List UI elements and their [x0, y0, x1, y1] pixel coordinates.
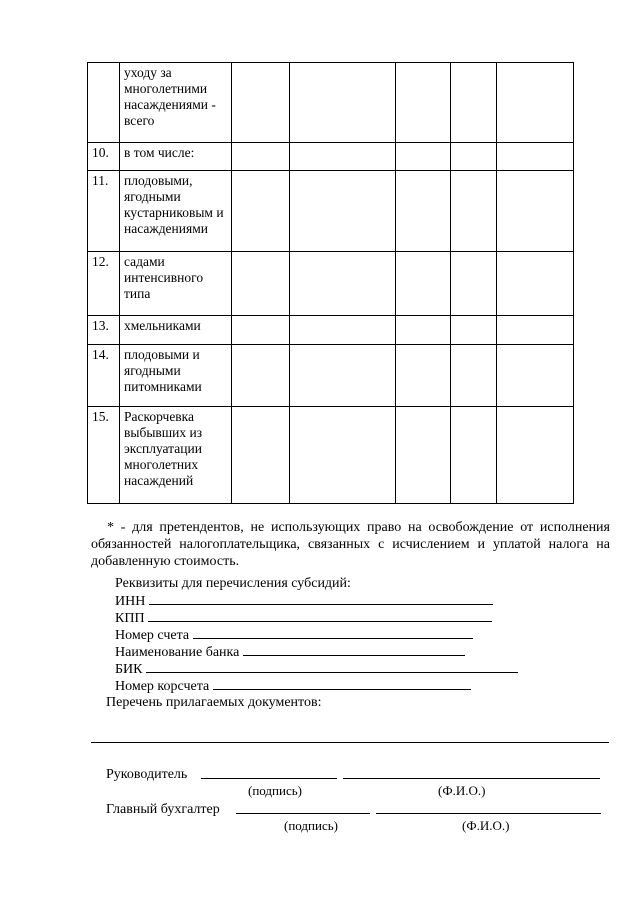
row-text: садами интенсивного типа [120, 252, 232, 316]
bank-field[interactable] [243, 643, 465, 656]
empty-cell [497, 252, 574, 316]
table-row [88, 171, 574, 252]
empty-cell [497, 63, 574, 143]
empty-cell [290, 171, 396, 252]
head-signature-line [106, 766, 187, 783]
documents-label: Перечень прилагаемых документов: [106, 695, 322, 710]
row-text: плодовыми, ягодными кустарниковым и насаждениями [120, 171, 232, 252]
accountant-signature-line [106, 801, 220, 818]
row-number: 14. [88, 345, 120, 407]
empty-cell [396, 316, 451, 345]
head-name-field[interactable] [343, 778, 600, 779]
empty-cell [396, 143, 451, 171]
bik-field-part2[interactable] [416, 660, 518, 673]
subsidy-table [87, 62, 574, 504]
row-text: хмельниками [120, 316, 232, 345]
empty-cell [396, 252, 451, 316]
kpp-label: КПП [115, 611, 145, 626]
empty-cell [396, 407, 451, 504]
accountant-signature-field[interactable] [236, 813, 370, 814]
empty-cell [451, 345, 497, 407]
empty-cell [290, 345, 396, 407]
table-row [88, 345, 574, 407]
kpp-field[interactable] [148, 609, 492, 622]
row-number: 10. [88, 143, 120, 171]
corr-label: Номер корсчета [115, 679, 210, 694]
footnote-text: * - для претендентов, не использующих право на освобождение от исполнения обязанностей налогоплательщика, связанных с исчислением и уплатой налога на добавленную стоимость. [91, 520, 610, 569]
footnote [91, 519, 610, 570]
table-row [88, 407, 574, 504]
row-text: Раскорчевка выбывших из эксплуатации многолетних насаждений [120, 407, 232, 504]
empty-cell [232, 252, 290, 316]
row-number: 15. [88, 407, 120, 504]
empty-cell [232, 316, 290, 345]
empty-cell [290, 143, 396, 171]
account-label: Номер счета [115, 628, 190, 643]
accountant-label: Главный бухгалтер [106, 802, 220, 817]
empty-cell [497, 345, 574, 407]
empty-cell [497, 171, 574, 252]
kpp-line [115, 609, 492, 627]
head-signature-field[interactable] [201, 778, 337, 779]
inn-field[interactable] [149, 592, 493, 605]
corr-line [115, 677, 471, 695]
empty-cell [497, 316, 574, 345]
table-row [88, 252, 574, 316]
empty-cell [497, 407, 574, 504]
inn-label: ИНН [115, 594, 146, 609]
account-field[interactable] [193, 626, 473, 639]
empty-cell [290, 252, 396, 316]
row-number: 11. [88, 171, 120, 252]
empty-cell [290, 316, 396, 345]
empty-cell [451, 171, 497, 252]
empty-cell [451, 316, 497, 345]
row-text: плодовыми и ягодными питомниками [120, 345, 232, 407]
inn-line [115, 592, 493, 610]
table-row [88, 143, 574, 171]
empty-cell [396, 171, 451, 252]
empty-cell [451, 63, 497, 143]
empty-cell [290, 407, 396, 504]
head-signature-caption: (подпись) [248, 783, 302, 798]
empty-cell [232, 143, 290, 171]
row-text: уходу за многолетними насаждениями - всего [120, 63, 232, 143]
row-text: в том числе: [120, 143, 232, 171]
row-number [88, 63, 120, 143]
head-name-caption: (Ф.И.О.) [438, 783, 486, 798]
bik-label: БИК [115, 662, 143, 677]
bik-field-part1[interactable] [146, 660, 416, 673]
empty-cell [232, 407, 290, 504]
empty-cell [451, 143, 497, 171]
empty-cell [290, 63, 396, 143]
account-line [115, 626, 473, 644]
bank-label: Наименование банка [115, 645, 240, 660]
documents-line[interactable] [91, 742, 609, 743]
bik-line [115, 660, 518, 678]
row-number: 13. [88, 316, 120, 345]
accountant-name-field[interactable] [376, 813, 601, 814]
accountant-signature-caption: (подпись) [284, 818, 338, 833]
requisites-title: Реквизиты для перечисления субсидий: [115, 576, 351, 591]
empty-cell [497, 143, 574, 171]
empty-cell [396, 345, 451, 407]
empty-cell [451, 252, 497, 316]
table-row [88, 316, 574, 345]
empty-cell [232, 345, 290, 407]
row-number: 12. [88, 252, 120, 316]
empty-cell [451, 407, 497, 504]
empty-cell [396, 63, 451, 143]
accountant-name-caption: (Ф.И.О.) [462, 818, 510, 833]
head-label: Руководитель [106, 767, 188, 782]
corr-field[interactable] [213, 677, 471, 690]
table-row [88, 63, 574, 143]
bank-line [115, 643, 465, 661]
empty-cell [232, 171, 290, 252]
empty-cell [232, 63, 290, 143]
